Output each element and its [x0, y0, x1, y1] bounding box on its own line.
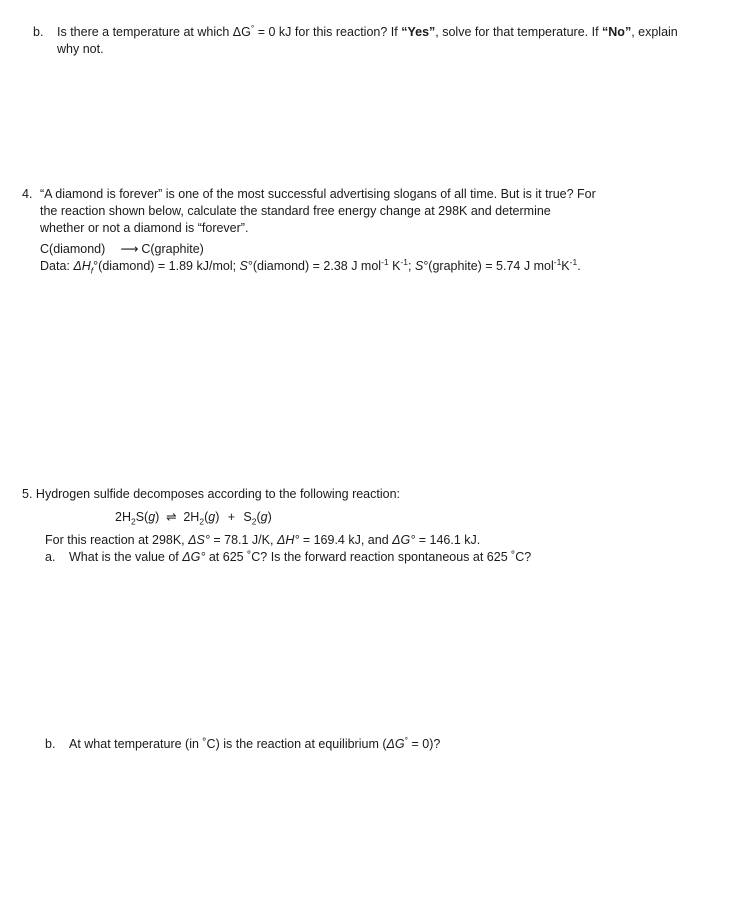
- equilibrium-arrow-icon: ⇌: [166, 510, 177, 524]
- rxn-text: (: [256, 510, 261, 524]
- question-5b-line: [45, 736, 440, 753]
- delta-h: ΔH°: [276, 533, 300, 547]
- h2s-equation: [22, 509, 531, 526]
- question-3b-line-2: why not.: [57, 42, 104, 56]
- question-3b-label: b.: [33, 25, 44, 39]
- entropy-s: S: [239, 259, 248, 273]
- yes-bold: “Yes”: [401, 25, 436, 39]
- entropy-s: S: [414, 259, 424, 273]
- no-bold: “No”: [602, 25, 632, 39]
- question-4: [22, 186, 596, 275]
- rxn-sub: 2: [199, 516, 205, 527]
- given-text: For this reaction at 298K,: [45, 533, 189, 547]
- q5a-text: What is the value of: [69, 550, 183, 564]
- rxn-text: ): [215, 510, 220, 524]
- rxn-sub: 2: [130, 516, 136, 527]
- delta-g: ΔG: [386, 737, 405, 751]
- given-text: = 78.1 J/K,: [209, 533, 277, 547]
- rxn-text: S(: [135, 510, 149, 524]
- exp: -1: [381, 256, 389, 267]
- q5a-text: at 625 ˚C? Is the forward reaction spontaneous at 625 ˚C?: [205, 550, 532, 564]
- question-4-line-3: whether or not a diamond is “forever”.: [40, 221, 249, 235]
- question-4-label: 4.: [22, 187, 33, 201]
- rxn-text: 2H: [115, 510, 131, 524]
- question-4-line-1: [22, 186, 596, 203]
- q4-text: “A diamond is forever” is one of the most successful advertising slogans of all time. But is it true? For: [40, 187, 596, 201]
- rxn-text: ): [155, 510, 160, 524]
- q3b-text: , solve for that temperature. If: [435, 25, 603, 39]
- rxn-text: (: [204, 510, 209, 524]
- delta-h: ΔH: [73, 259, 91, 273]
- rxn-text: ): [267, 510, 272, 524]
- degree-sup: °: [404, 734, 409, 745]
- question-3b: [33, 24, 678, 58]
- data-text: .: [577, 259, 581, 273]
- eq-reactant: C(diamond): [40, 242, 106, 256]
- rxn-text: S: [243, 510, 252, 524]
- reaction-arrow-icon: ⟶: [120, 242, 139, 256]
- phase: g: [208, 510, 216, 524]
- exp: -1: [569, 256, 578, 267]
- q3b-text: = 0 kJ for this reaction? If: [254, 25, 402, 39]
- delta-s: ΔS°: [188, 533, 210, 547]
- degree-sup: °: [250, 22, 255, 33]
- exp: -1: [553, 256, 562, 267]
- q5b-text: At what temperature (in ˚C) is the reaction at equilibrium (: [69, 737, 387, 751]
- rxn-text: 2H: [183, 510, 200, 524]
- question-5: [22, 486, 531, 566]
- phase: g: [148, 510, 156, 524]
- data-text: ;: [408, 259, 415, 273]
- delta-g: ΔG°: [182, 550, 206, 564]
- sub-f: f: [90, 265, 94, 276]
- question-5b: [45, 736, 440, 753]
- data-text: K: [561, 259, 570, 273]
- given-text: = 169.4 kJ, and: [299, 533, 393, 547]
- question-5-label: 5.: [22, 487, 33, 501]
- plus-sign: +: [227, 510, 236, 524]
- given-text: = 146.1 kJ.: [415, 533, 481, 547]
- question-5a-label: a.: [45, 550, 56, 564]
- delta-g: ΔG°: [392, 533, 416, 547]
- question-5b-label: b.: [45, 737, 56, 751]
- data-text: °(diamond) = 1.89 kJ/mol;: [93, 259, 240, 273]
- data-text: Data:: [40, 259, 74, 273]
- diamond-data: [22, 258, 596, 275]
- q3b-text: Is there a temperature at which ΔG: [57, 25, 251, 39]
- q5b-text: = 0)?: [408, 737, 441, 751]
- question-5-intro: [22, 486, 531, 503]
- rxn-sub: 2: [251, 516, 257, 527]
- question-4-line-2: the reaction shown below, calculate the standard free energy change at 298K and determine: [40, 204, 551, 218]
- q5-text: Hydrogen sulfide decomposes according to the following reaction:: [32, 487, 401, 501]
- phase: g: [260, 510, 268, 524]
- question-5a: [22, 549, 531, 566]
- q3b-text: , explain: [631, 25, 678, 39]
- h2s-given-data: [22, 532, 531, 549]
- data-text: K: [388, 259, 401, 273]
- data-text: °(graphite) = 5.74 J mol: [423, 259, 554, 273]
- data-text: °(diamond) = 2.38 J mol: [247, 259, 382, 273]
- diamond-equation: [22, 241, 596, 258]
- eq-product: C(graphite): [141, 242, 204, 256]
- exp: -1: [400, 256, 409, 267]
- question-3b-line-1: [33, 24, 678, 41]
